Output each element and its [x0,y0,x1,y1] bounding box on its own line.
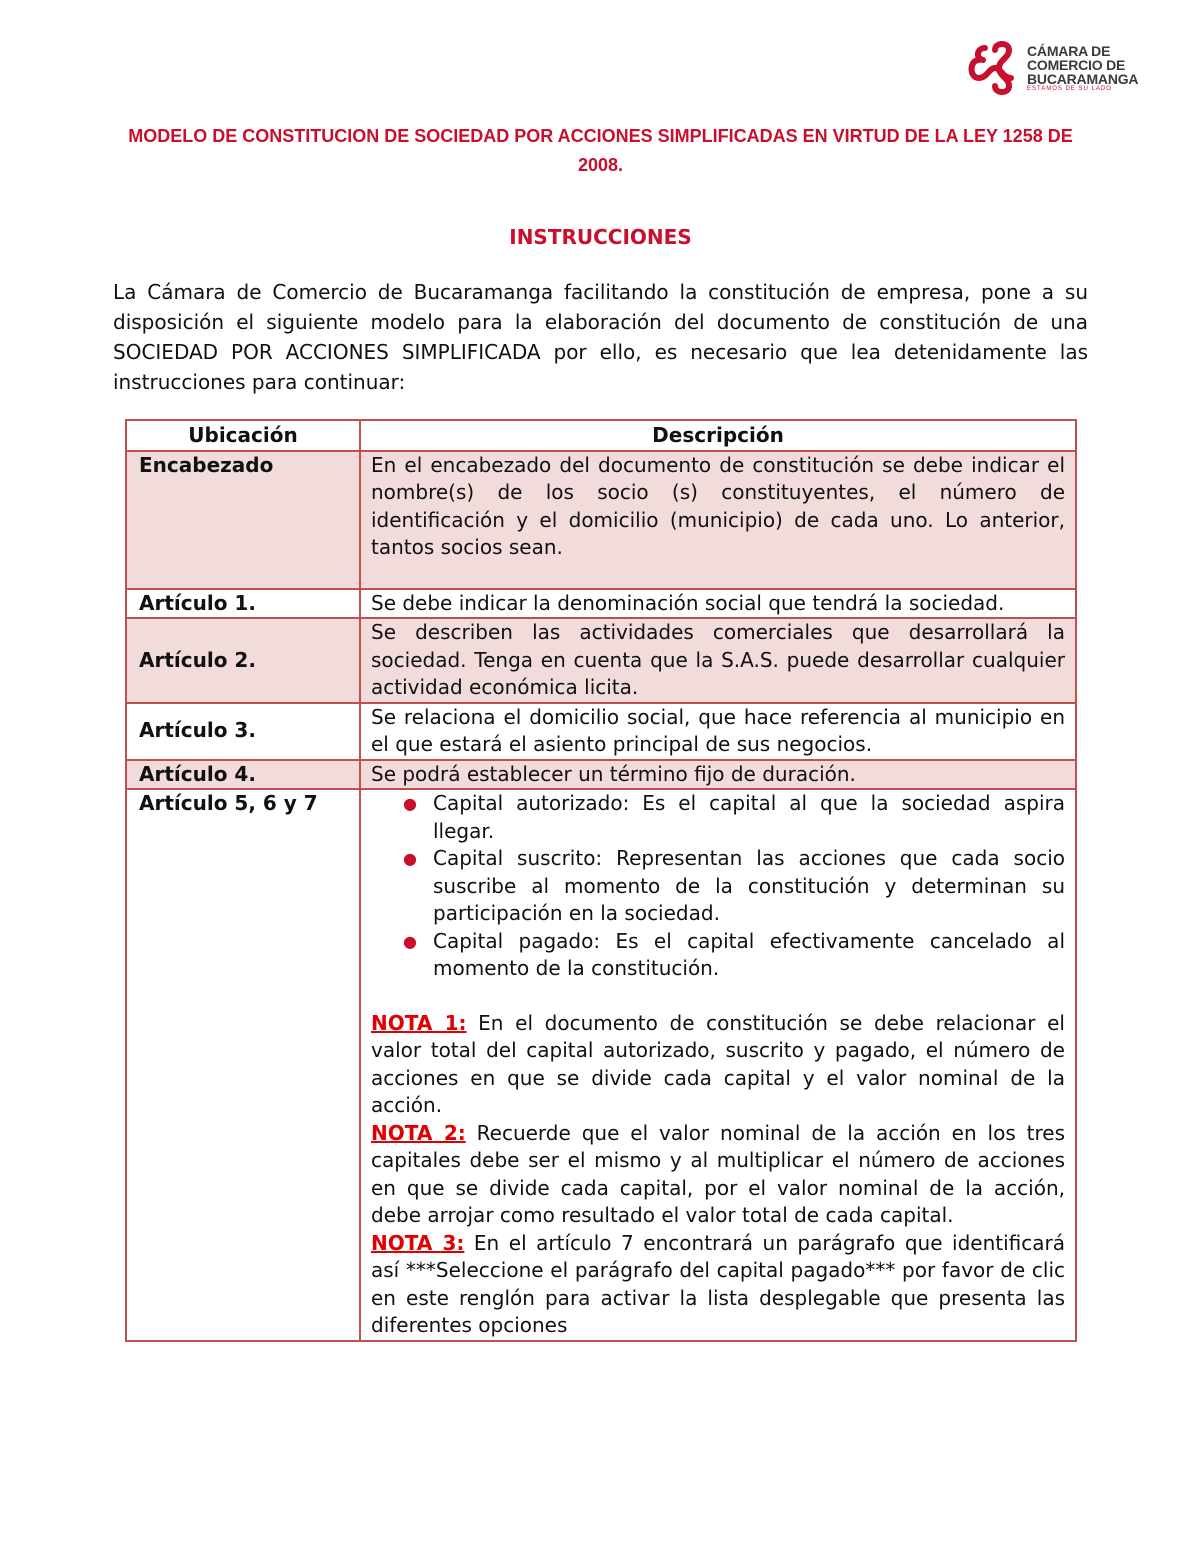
note-3: NOTA 3: En el artículo 7 encontrará un parágrafo que identificará así ***Seleccione el parágrafo del capital pagado*** por favor de clic en este renglón para activar la lista desplegable que presenta las diferentes opciones [371,1230,1066,1337]
row-location: Artículo 4. [126,760,360,790]
table-row [126,760,1076,790]
logo-tagline: ESTAMOS DE SU LADO [1027,86,1112,92]
row-location: Encabezado [126,451,360,589]
header-location: Ubicación [126,420,360,451]
row-description: Se debe indicar la denominación social que tendrá la sociedad. [360,589,1076,619]
list-item: ● Capital autorizado: Es el capital al que la sociedad aspira llegar. [403,791,1065,843]
table-row [126,451,1076,589]
table-row [126,789,1076,1341]
capital-bullet-list [371,790,1065,983]
bullet-icon: ● [403,794,417,813]
table-header-row [126,420,1076,451]
list-item: ● Capital suscrito: Representan las acciones que cada socio suscribe al momento de la constitución y determinan su participación en la sociedad. [403,846,1065,925]
note-label: NOTA 1: [371,1010,467,1035]
table-row [126,703,1076,760]
logo-knot-icon [965,38,1027,100]
bullet-icon: ● [403,849,417,868]
document-title: MODELO DE CONSTITUCION DE SOCIEDAD POR ACCIONES SIMPLIFICADAS EN VIRTUD DE LA LEY 1258 DE 2008. [128,126,1073,175]
row-location: Artículo 3. [126,703,360,760]
bullet-icon: ● [403,931,417,951]
row-description: En el encabezado del documento de constitución se debe indicar el nombre(s) de los socio (s) constituyentes, el número de identificación y el domicilio (municipio) de cada uno. Lo anterior, tantos socios sean. [360,451,1076,589]
table-row [126,589,1076,619]
row-location: Artículo 1. [126,589,360,619]
row-description: Se podrá establecer un término fijo de duración. [360,760,1076,790]
logo-wordmark: CÁMARA DE COMERCIO DE BUCARAMANGA [1027,43,1139,87]
intro-paragraph: La Cámara de Comercio de Bucaramanga facilitando la constitución de empresa, pone a su disposición el siguiente modelo para la elaboración del documento de constitución de una SOCIEDAD POR ACCIONES SIMPLIFICADA por ello, es necesario que lea detenidamente las instrucciones para continuar: [113,280,1088,394]
row-location: Artículo 2. [126,618,360,703]
note-1: NOTA 1: En el documento de constitución se debe relacionar el valor total del capital autorizado, suscrito y pagado, el número de acciones en que se divide cada capital y el valor nominal de la acción. [371,1010,1065,1117]
list-item: ● Capital pagado: Es el capital efectivamente cancelado al momento de la constitución. [403,928,1065,980]
row-description [360,789,1076,1341]
note-2: NOTA 2: Recuerde que el valor nominal de la acción en los tres capitales debe ser el mismo y al multiplicar el número de acciones en que se divide cada capital, por el valor nominal de la acción, debe arrojar como resultado el valor total de cada capital. [371,1120,1065,1227]
table-row [126,618,1076,703]
header-description: Descripción [360,420,1076,451]
note-label: NOTA 2: [371,1120,466,1145]
row-location: Artículo 5, 6 y 7 [126,789,360,1341]
row-description: Se relaciona el domicilio social, que hace referencia al municipio en el que estará el asiento principal de sus negocios. [360,703,1076,760]
chamber-logo [965,38,1140,100]
instructions-table [125,419,1077,1342]
note-label: NOTA 3: [371,1230,465,1255]
row-description: Se describen las actividades comerciales que desarrollará la sociedad. Tenga en cuenta que la S.A.S. puede desarrollar cualquier actividad económica licita. [360,618,1076,703]
section-heading: INSTRUCCIONES [509,225,692,249]
